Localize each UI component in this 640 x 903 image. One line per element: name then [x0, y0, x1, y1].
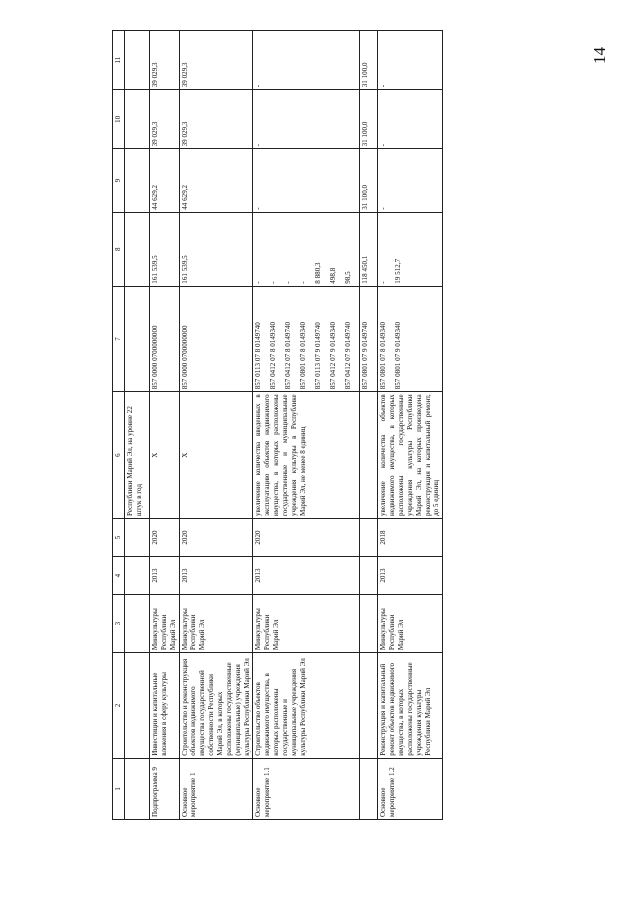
row-title: Инвестиции и капитальные вложения в сферу культуры [150, 653, 180, 759]
continuation-row [125, 31, 150, 820]
header-col-11: 11 [113, 31, 125, 90]
row-executor: Минкультуры Республики Марий Эл [253, 595, 360, 653]
row-name: Подпрограмма 9 [150, 758, 180, 819]
program-table [112, 30, 443, 820]
row-code: 857 0113 07 8 0149740 [254, 322, 263, 390]
row-value: - [299, 281, 308, 284]
row-value: 118 450,1 [361, 255, 370, 284]
row-value-9: - [378, 149, 443, 212]
row-code: 857 0113 07 9 0149740 [313, 322, 322, 390]
row-name: Основное мероприятие 1.2 [378, 758, 443, 819]
row-title: Строительство и реконструкция объектов недвижимого имущества государственной собственности Республики Марий Эл, в которых расположены государственные (муниципальные) учреждения культуры Республики Марий Эл [179, 653, 253, 759]
row-code: 857 0801 07 8 0149340 [379, 321, 388, 390]
row-code: 857 0801 07 9 0149740 [361, 321, 370, 390]
row-value: 19 512,7 [394, 258, 403, 284]
row-value: 161 539,5 [151, 255, 159, 284]
row-title: Строительство объектов недвижимого имущества, в которых расположены государственные и муниципальные учреждения культуры Республики Марий Эл [253, 653, 360, 759]
header-col-1: 1 [113, 758, 125, 819]
header-col-5: 5 [113, 519, 125, 557]
row-value-11: 31 100,0 [360, 31, 378, 90]
row-value: - [379, 281, 388, 284]
table-row [360, 31, 378, 820]
row-value-11: - [253, 31, 360, 90]
row-code: 857 0000 0700000000 [151, 325, 159, 390]
header-col-9: 9 [113, 149, 125, 212]
row-code: 857 0412 07 8 0149340 [269, 321, 278, 390]
row-value-11: - [378, 31, 443, 90]
header-row [113, 31, 125, 820]
table-row [179, 31, 253, 820]
row-title: Реконструкция и капитальный ремонт объектов недвижимого имущества, в которых расположены государственные учреждения культуры Республики Марий Эл [378, 653, 443, 759]
row-value-9: 31 100,0 [360, 149, 378, 212]
row-value: 498,8 [328, 267, 337, 284]
program-table-wrapper [112, 30, 474, 820]
header-col-3: 3 [113, 595, 125, 653]
row-start-year: 2013 [378, 557, 443, 595]
row-code: 857 0412 07 9 0149740 [343, 321, 352, 390]
row-value: 98,5 [343, 271, 352, 284]
row-result: X [179, 392, 253, 519]
row-code: 857 0801 07 9 0149340 [394, 321, 403, 390]
row-end-year: 2018 [378, 519, 443, 557]
row-result: X [150, 392, 180, 519]
row-executor: Минкультуры Республики Марий Эл [150, 595, 180, 653]
header-col-8: 8 [113, 212, 125, 286]
row-value: - [284, 281, 293, 284]
row-value: - [269, 281, 278, 284]
row-executor: Минкультуры Республики Марий Эл [179, 595, 253, 653]
row-result: увеличение количества введенных в эксплуатацию объектов недвижимого имущества, в которых расположены государственные и муниципальные учреждения культуры в Республике Марий Эл, не менее 8 единиц [253, 392, 360, 519]
row-start-year: 2013 [179, 557, 253, 595]
row-value-10: 31 100,0 [360, 90, 378, 149]
row-code: 857 0801 07 8 0149340 [299, 321, 308, 390]
table-row [150, 31, 180, 820]
row-result: увеличение количества объектов недвижимого имущества, в которых расположены государственные учреждения культуры Республики Марий Эл, на которых произведена реконструкция и капитальный ремонт, до 5 единиц [378, 392, 443, 519]
continuation-text: Республики Марий Эл, на уровне 22 штук в год [125, 392, 150, 519]
row-executor: Минкультуры Республики Марий Эл [378, 595, 443, 653]
page-number: 14 [590, 47, 609, 64]
row-value-11: 39 029,3 [150, 31, 180, 90]
header-col-10: 10 [113, 90, 125, 149]
header-col-4: 4 [113, 557, 125, 595]
row-value-10: 39 029,3 [179, 90, 253, 149]
row-code: 857 0412 07 9 0149340 [328, 321, 337, 390]
row-end-year: 2020 [179, 519, 253, 557]
row-code: 857 0000 0700000000 [180, 325, 189, 390]
row-value-9: - [253, 149, 360, 212]
row-value-10: - [253, 90, 360, 149]
row-end-year: 2020 [253, 519, 360, 557]
row-value-9: 44 629,2 [179, 149, 253, 212]
row-value: 8 880,3 [313, 262, 322, 284]
row-start-year: 2013 [150, 557, 180, 595]
table-row [253, 31, 360, 820]
header-col-2: 2 [113, 653, 125, 759]
row-value: 161 539,5 [180, 255, 189, 284]
header-col-6: 6 [113, 392, 125, 519]
table-row [378, 31, 443, 820]
row-start-year: 2013 [253, 557, 360, 595]
header-col-7: 7 [113, 286, 125, 392]
row-value: - [254, 281, 263, 284]
row-end-year: 2020 [150, 519, 180, 557]
row-name: Основное мероприятие 1 [179, 758, 253, 819]
row-value-10: 39 029,3 [150, 90, 180, 149]
row-value-11: 39 029,3 [179, 31, 253, 90]
row-code: 857 0412 07 8 0149740 [284, 321, 293, 390]
row-value-9: 44 629,2 [150, 149, 180, 212]
row-name: Основное мероприятие 1.1 [253, 758, 360, 819]
row-value-10: - [378, 90, 443, 149]
